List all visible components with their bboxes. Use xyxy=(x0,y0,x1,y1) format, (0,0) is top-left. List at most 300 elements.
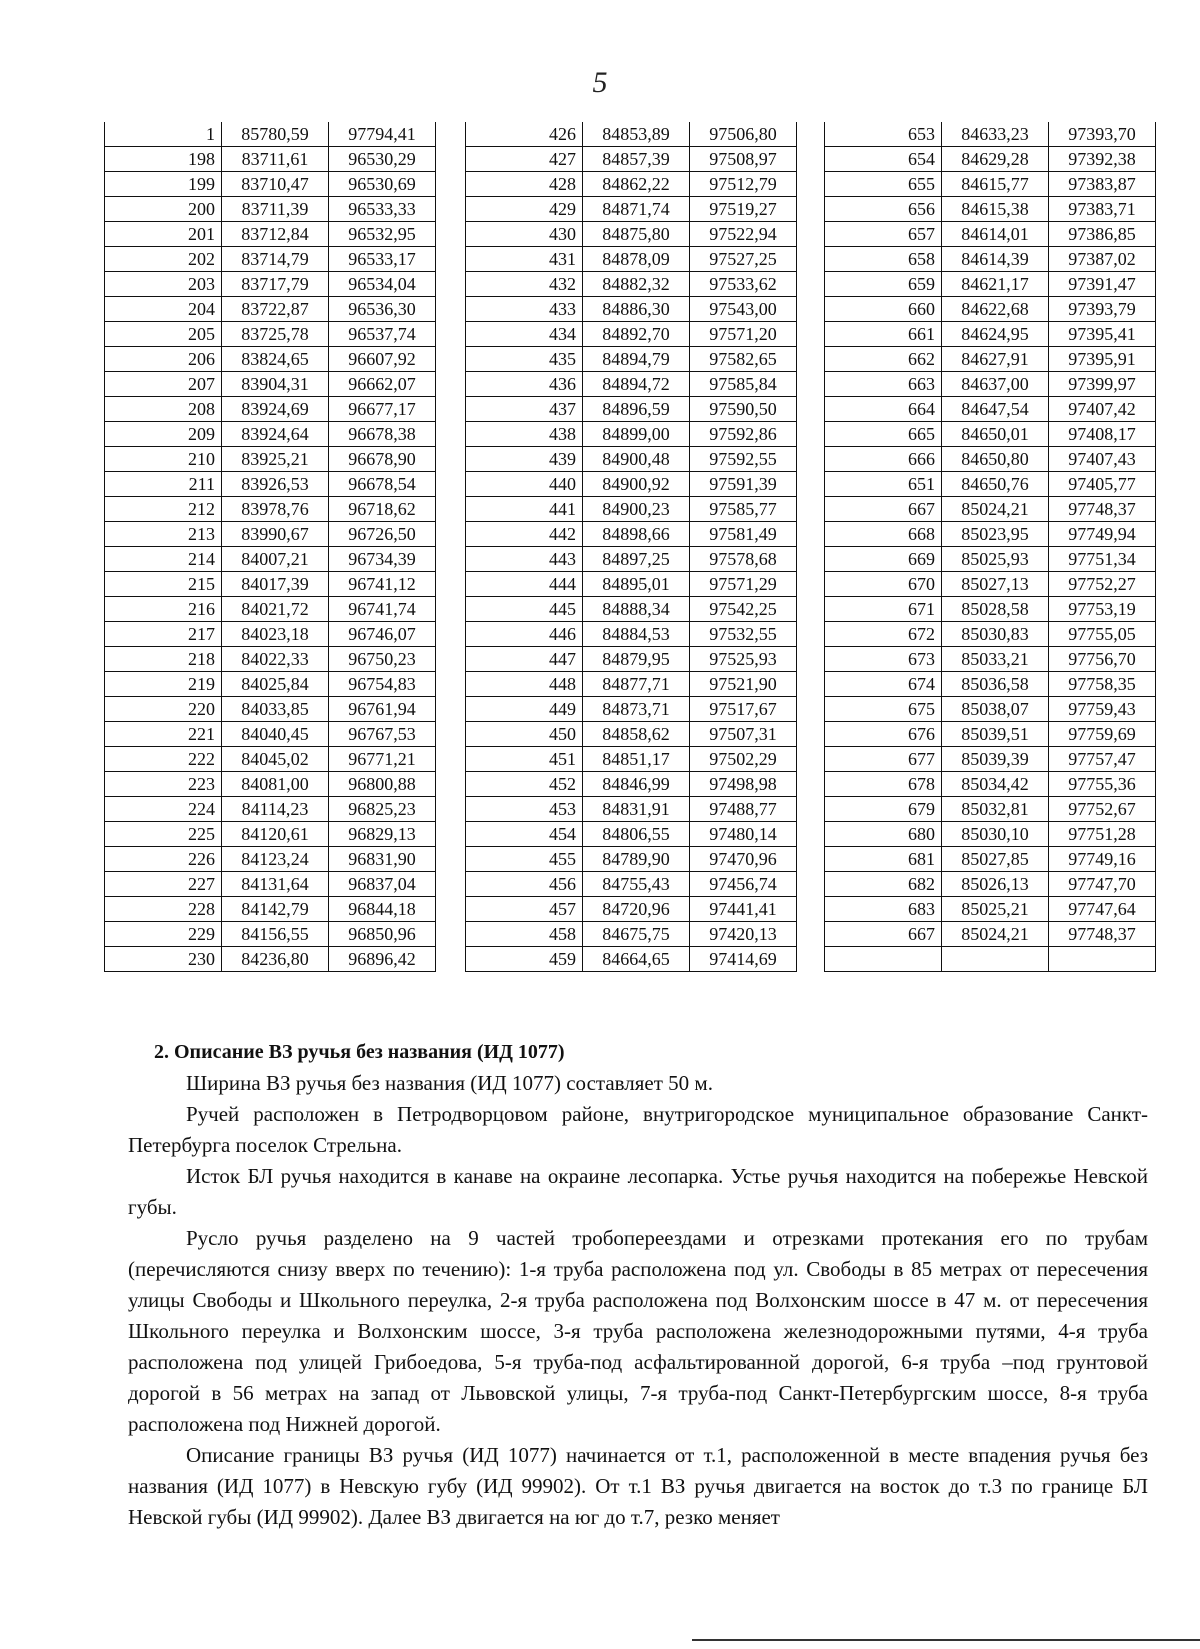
x-coordinate-cell: 85038,07 xyxy=(942,697,1049,722)
x-coordinate-cell: 83722,87 xyxy=(222,297,329,322)
table-row xyxy=(105,172,436,197)
x-coordinate-cell: 85030,83 xyxy=(942,622,1049,647)
table-row xyxy=(825,947,1156,972)
point-number-cell: 439 xyxy=(466,447,583,472)
y-coordinate-cell: 97757,47 xyxy=(1049,747,1156,772)
point-number-cell: 428 xyxy=(466,172,583,197)
x-coordinate-cell: 83712,84 xyxy=(222,222,329,247)
table-row xyxy=(105,622,436,647)
x-coordinate-cell: 83978,76 xyxy=(222,497,329,522)
y-coordinate-cell: 97498,98 xyxy=(690,772,797,797)
table-row xyxy=(825,622,1156,647)
table-row xyxy=(105,597,436,622)
table-row xyxy=(466,222,797,247)
point-number-cell: 205 xyxy=(105,322,222,347)
y-coordinate-cell: 97405,77 xyxy=(1049,472,1156,497)
table-row xyxy=(466,122,797,147)
x-coordinate-cell: 85036,58 xyxy=(942,672,1049,697)
coordinates-table-left xyxy=(104,122,436,972)
x-coordinate-cell: 84895,01 xyxy=(583,572,690,597)
point-number-cell: 442 xyxy=(466,522,583,547)
point-number-cell: 437 xyxy=(466,397,583,422)
point-number-cell: 228 xyxy=(105,897,222,922)
table-row xyxy=(105,522,436,547)
y-coordinate-cell: 97582,65 xyxy=(690,347,797,372)
section-text xyxy=(128,1037,1148,1533)
point-number-cell: 210 xyxy=(105,447,222,472)
point-number-cell: 660 xyxy=(825,297,942,322)
x-coordinate-cell: 85025,21 xyxy=(942,897,1049,922)
table-row xyxy=(825,672,1156,697)
y-coordinate-cell: 97502,29 xyxy=(690,747,797,772)
point-number-cell: 426 xyxy=(466,122,583,147)
point-number-cell: 199 xyxy=(105,172,222,197)
y-coordinate-cell: 96750,23 xyxy=(329,647,436,672)
table-row xyxy=(825,197,1156,222)
y-coordinate-cell: 96533,17 xyxy=(329,247,436,272)
y-coordinate-cell: 96767,53 xyxy=(329,722,436,747)
y-coordinate-cell: 97592,86 xyxy=(690,422,797,447)
x-coordinate-cell: 84806,55 xyxy=(583,822,690,847)
y-coordinate-cell: 97543,00 xyxy=(690,297,797,322)
y-coordinate-cell: 96537,74 xyxy=(329,322,436,347)
x-coordinate-cell: 84131,64 xyxy=(222,872,329,897)
y-coordinate-cell: 97581,49 xyxy=(690,522,797,547)
point-number-cell: 658 xyxy=(825,247,942,272)
x-coordinate-cell: 84857,39 xyxy=(583,147,690,172)
point-number-cell: 444 xyxy=(466,572,583,597)
x-coordinate-cell: 84846,99 xyxy=(583,772,690,797)
table-row xyxy=(466,722,797,747)
x-coordinate-cell: 84023,18 xyxy=(222,622,329,647)
point-number-cell: 448 xyxy=(466,672,583,697)
y-coordinate-cell: 96761,94 xyxy=(329,697,436,722)
point-number-cell: 670 xyxy=(825,572,942,597)
y-coordinate-cell: 96800,88 xyxy=(329,772,436,797)
point-number-cell: 227 xyxy=(105,872,222,897)
point-number-cell: 671 xyxy=(825,597,942,622)
x-coordinate-cell: 83924,69 xyxy=(222,397,329,422)
table-row xyxy=(105,547,436,572)
x-coordinate-cell: 84650,80 xyxy=(942,447,1049,472)
x-coordinate-cell: 84017,39 xyxy=(222,572,329,597)
coordinates-table-right xyxy=(824,122,1156,972)
point-number-cell: 452 xyxy=(466,772,583,797)
point-number-cell: 1 xyxy=(105,122,222,147)
table-row xyxy=(466,672,797,697)
x-coordinate-cell: 83824,65 xyxy=(222,347,329,372)
table-row xyxy=(825,722,1156,747)
y-coordinate-cell: 97393,79 xyxy=(1049,297,1156,322)
y-coordinate-cell: 96825,23 xyxy=(329,797,436,822)
y-coordinate-cell: 97753,19 xyxy=(1049,597,1156,622)
point-number-cell: 669 xyxy=(825,547,942,572)
table-row xyxy=(105,222,436,247)
table-row xyxy=(466,272,797,297)
y-coordinate-cell: 97408,17 xyxy=(1049,422,1156,447)
table-row xyxy=(105,497,436,522)
y-coordinate-cell: 97391,47 xyxy=(1049,272,1156,297)
y-coordinate-cell: 96741,74 xyxy=(329,597,436,622)
y-coordinate-cell: 97542,25 xyxy=(690,597,797,622)
table-row xyxy=(466,872,797,897)
x-coordinate-cell: 85027,13 xyxy=(942,572,1049,597)
x-coordinate-cell: 83710,47 xyxy=(222,172,329,197)
table-row xyxy=(466,547,797,572)
point-number-cell: 222 xyxy=(105,747,222,772)
point-number-cell: 661 xyxy=(825,322,942,347)
y-coordinate-cell: 97525,93 xyxy=(690,647,797,672)
table-row xyxy=(825,797,1156,822)
x-coordinate-cell: 83904,31 xyxy=(222,372,329,397)
table-row xyxy=(466,647,797,672)
y-coordinate-cell: 96718,62 xyxy=(329,497,436,522)
point-number-cell: 230 xyxy=(105,947,222,972)
point-number-cell xyxy=(825,947,942,972)
table-row xyxy=(466,497,797,522)
table-row xyxy=(466,297,797,322)
table-row xyxy=(105,572,436,597)
point-number-cell: 454 xyxy=(466,822,583,847)
x-coordinate-cell: 84675,75 xyxy=(583,922,690,947)
y-coordinate-cell: 97755,05 xyxy=(1049,622,1156,647)
table-row xyxy=(825,697,1156,722)
x-coordinate-cell: 84888,34 xyxy=(583,597,690,622)
table-row xyxy=(466,772,797,797)
x-coordinate-cell: 84898,66 xyxy=(583,522,690,547)
point-number-cell: 664 xyxy=(825,397,942,422)
point-number-cell: 665 xyxy=(825,422,942,447)
point-number-cell: 683 xyxy=(825,897,942,922)
table-row xyxy=(105,122,436,147)
x-coordinate-cell: 84884,53 xyxy=(583,622,690,647)
x-coordinate-cell: 84900,48 xyxy=(583,447,690,472)
y-coordinate-cell: 97456,74 xyxy=(690,872,797,897)
x-coordinate-cell: 84853,89 xyxy=(583,122,690,147)
table-row xyxy=(825,172,1156,197)
y-coordinate-cell: 97383,87 xyxy=(1049,172,1156,197)
x-coordinate-cell: 85039,51 xyxy=(942,722,1049,747)
paragraph-boundary: Описание границы ВЗ ручья (ИД 1077) начинается от т.1, расположенной в месте впадения ручья без названия (ИД 1077) в Невскую губу (ИД 99902). От т.1 ВЗ ручья двигается на восток до т.3 по границе БЛ Невской губы (ИД 99902). Далее ВЗ двигается на юг до т.7, резко меняет xyxy=(128,1443,1148,1529)
x-coordinate-cell: 84882,32 xyxy=(583,272,690,297)
y-coordinate-cell: 97748,37 xyxy=(1049,497,1156,522)
point-number-cell: 430 xyxy=(466,222,583,247)
y-coordinate-cell: 96896,42 xyxy=(329,947,436,972)
y-coordinate-cell: 97420,13 xyxy=(690,922,797,947)
x-coordinate-cell: 83711,61 xyxy=(222,147,329,172)
x-coordinate-cell: 84886,30 xyxy=(583,297,690,322)
x-coordinate-cell: 84236,80 xyxy=(222,947,329,972)
point-number-cell: 445 xyxy=(466,597,583,622)
point-number-cell: 679 xyxy=(825,797,942,822)
x-coordinate-cell xyxy=(942,947,1049,972)
table-row xyxy=(105,147,436,172)
point-number-cell: 432 xyxy=(466,272,583,297)
y-coordinate-cell: 97747,70 xyxy=(1049,872,1156,897)
y-coordinate-cell: 96850,96 xyxy=(329,922,436,947)
x-coordinate-cell: 84892,70 xyxy=(583,322,690,347)
point-number-cell: 667 xyxy=(825,922,942,947)
x-coordinate-cell: 84614,01 xyxy=(942,222,1049,247)
point-number-cell: 440 xyxy=(466,472,583,497)
table-row xyxy=(466,172,797,197)
point-number-cell: 431 xyxy=(466,247,583,272)
x-coordinate-cell: 83990,67 xyxy=(222,522,329,547)
x-coordinate-cell: 83714,79 xyxy=(222,247,329,272)
y-coordinate-cell: 97571,20 xyxy=(690,322,797,347)
y-coordinate-cell: 96746,07 xyxy=(329,622,436,647)
point-number-cell: 198 xyxy=(105,147,222,172)
y-coordinate-cell: 96532,95 xyxy=(329,222,436,247)
table-row xyxy=(466,947,797,972)
point-number-cell: 213 xyxy=(105,522,222,547)
table-row xyxy=(466,472,797,497)
x-coordinate-cell: 84615,38 xyxy=(942,197,1049,222)
y-coordinate-cell: 97414,69 xyxy=(690,947,797,972)
table-row xyxy=(105,447,436,472)
x-coordinate-cell: 84040,45 xyxy=(222,722,329,747)
x-coordinate-cell: 83711,39 xyxy=(222,197,329,222)
table-row xyxy=(466,797,797,822)
y-coordinate-cell: 96662,07 xyxy=(329,372,436,397)
table-row xyxy=(105,897,436,922)
table-row xyxy=(825,847,1156,872)
point-number-cell: 651 xyxy=(825,472,942,497)
table-row xyxy=(825,422,1156,447)
x-coordinate-cell: 85026,13 xyxy=(942,872,1049,897)
y-coordinate-cell: 97399,97 xyxy=(1049,372,1156,397)
x-coordinate-cell: 84007,21 xyxy=(222,547,329,572)
paragraph-source: Исток БЛ ручья находится в канаве на окраине лесопарка. Устье ручья находится на побережье Невской губы. xyxy=(128,1164,1148,1219)
table-row xyxy=(466,347,797,372)
point-number-cell: 212 xyxy=(105,497,222,522)
x-coordinate-cell: 84878,09 xyxy=(583,247,690,272)
point-number-cell: 427 xyxy=(466,147,583,172)
y-coordinate-cell: 97522,94 xyxy=(690,222,797,247)
x-coordinate-cell: 84120,61 xyxy=(222,822,329,847)
point-number-cell: 202 xyxy=(105,247,222,272)
y-coordinate-cell: 97794,41 xyxy=(329,122,436,147)
point-number-cell: 676 xyxy=(825,722,942,747)
x-coordinate-cell: 84633,23 xyxy=(942,122,1049,147)
y-coordinate-cell: 97506,80 xyxy=(690,122,797,147)
point-number-cell: 208 xyxy=(105,397,222,422)
table-row xyxy=(825,547,1156,572)
x-coordinate-cell: 85024,21 xyxy=(942,497,1049,522)
point-number-cell: 667 xyxy=(825,497,942,522)
x-coordinate-cell: 84627,91 xyxy=(942,347,1049,372)
y-coordinate-cell: 97519,27 xyxy=(690,197,797,222)
x-coordinate-cell: 84896,59 xyxy=(583,397,690,422)
paragraph-pipes: Русло ручья разделено на 9 частей тробопереездами и отрезками протекания его по трубам (перечисляются снизу вверх по течению): 1-я труба расположена под ул. Свободы в 85 метрах от пересечения улицы Свободы и Школьного переулка, 2-я труба расположена под Волхонским шоссе в 47 м. от пересечения Школьного переулка и Волхонским шоссе, 3-я труба расположена железнодорожными путями, 4-я труба расположена под улицей Грибоедова, 5-я труба-под асфальтированной дорогой, 6-я труба –под грунтовой дорогой в 56 метрах на запад от Львовской улицы, 7-я труба-под Санкт-Петербургским шоссе, 8-я труба расположена под Нижней дорогой. xyxy=(128,1226,1148,1436)
x-coordinate-cell: 84022,33 xyxy=(222,647,329,672)
table-row xyxy=(466,847,797,872)
y-coordinate-cell: 97755,36 xyxy=(1049,772,1156,797)
y-coordinate-cell: 97756,70 xyxy=(1049,647,1156,672)
y-coordinate-cell: 97386,85 xyxy=(1049,222,1156,247)
y-coordinate-cell: 97585,77 xyxy=(690,497,797,522)
point-number-cell: 447 xyxy=(466,647,583,672)
table-row xyxy=(825,297,1156,322)
x-coordinate-cell: 84629,28 xyxy=(942,147,1049,172)
x-coordinate-cell: 84650,01 xyxy=(942,422,1049,447)
point-number-cell: 229 xyxy=(105,922,222,947)
table-row xyxy=(825,822,1156,847)
point-number-cell: 455 xyxy=(466,847,583,872)
y-coordinate-cell: 97395,41 xyxy=(1049,322,1156,347)
point-number-cell: 655 xyxy=(825,172,942,197)
y-coordinate-cell: 97532,55 xyxy=(690,622,797,647)
table-row xyxy=(825,497,1156,522)
table-row xyxy=(105,197,436,222)
table-row xyxy=(825,272,1156,297)
table-row xyxy=(105,647,436,672)
point-number-cell: 218 xyxy=(105,647,222,672)
x-coordinate-cell: 84021,72 xyxy=(222,597,329,622)
y-coordinate-cell: 96534,04 xyxy=(329,272,436,297)
x-coordinate-cell: 84156,55 xyxy=(222,922,329,947)
point-number-cell: 662 xyxy=(825,347,942,372)
table-row xyxy=(825,322,1156,347)
x-coordinate-cell: 85028,58 xyxy=(942,597,1049,622)
x-coordinate-cell: 84637,00 xyxy=(942,372,1049,397)
y-coordinate-cell: 97759,69 xyxy=(1049,722,1156,747)
point-number-cell: 225 xyxy=(105,822,222,847)
table-row xyxy=(466,697,797,722)
x-coordinate-cell: 84871,74 xyxy=(583,197,690,222)
y-coordinate-cell: 96726,50 xyxy=(329,522,436,547)
table-row xyxy=(825,572,1156,597)
point-number-cell: 226 xyxy=(105,847,222,872)
point-number-cell: 224 xyxy=(105,797,222,822)
x-coordinate-cell: 83924,64 xyxy=(222,422,329,447)
x-coordinate-cell: 84894,72 xyxy=(583,372,690,397)
point-number-cell: 214 xyxy=(105,547,222,572)
x-coordinate-cell: 85033,21 xyxy=(942,647,1049,672)
y-coordinate-cell xyxy=(1049,947,1156,972)
table-row xyxy=(105,772,436,797)
x-coordinate-cell: 85034,42 xyxy=(942,772,1049,797)
table-row xyxy=(105,722,436,747)
table-row xyxy=(825,522,1156,547)
point-number-cell: 449 xyxy=(466,697,583,722)
x-coordinate-cell: 84900,23 xyxy=(583,497,690,522)
x-coordinate-cell: 83926,53 xyxy=(222,472,329,497)
table-row xyxy=(825,872,1156,897)
y-coordinate-cell: 96844,18 xyxy=(329,897,436,922)
table-row xyxy=(825,122,1156,147)
point-number-cell: 451 xyxy=(466,747,583,772)
point-number-cell: 200 xyxy=(105,197,222,222)
point-number-cell: 653 xyxy=(825,122,942,147)
point-number-cell: 673 xyxy=(825,647,942,672)
y-coordinate-cell: 97480,14 xyxy=(690,822,797,847)
point-number-cell: 453 xyxy=(466,797,583,822)
x-coordinate-cell: 84621,17 xyxy=(942,272,1049,297)
point-number-cell: 223 xyxy=(105,772,222,797)
y-coordinate-cell: 96829,13 xyxy=(329,822,436,847)
table-row xyxy=(466,522,797,547)
table-row xyxy=(105,472,436,497)
table-row xyxy=(105,272,436,297)
x-coordinate-cell: 85025,93 xyxy=(942,547,1049,572)
y-coordinate-cell: 97527,25 xyxy=(690,247,797,272)
x-coordinate-cell: 84142,79 xyxy=(222,897,329,922)
table-row xyxy=(825,447,1156,472)
y-coordinate-cell: 97507,31 xyxy=(690,722,797,747)
table-row xyxy=(466,397,797,422)
table-row xyxy=(466,322,797,347)
paragraph-width: Ширина ВЗ ручья без названия (ИД 1077) составляет 50 м. xyxy=(186,1071,713,1095)
table-row xyxy=(825,247,1156,272)
y-coordinate-cell: 96741,12 xyxy=(329,572,436,597)
y-coordinate-cell: 97590,50 xyxy=(690,397,797,422)
point-number-cell: 201 xyxy=(105,222,222,247)
x-coordinate-cell: 83925,21 xyxy=(222,447,329,472)
x-coordinate-cell: 84831,91 xyxy=(583,797,690,822)
table-row xyxy=(825,372,1156,397)
y-coordinate-cell: 97571,29 xyxy=(690,572,797,597)
table-row xyxy=(105,297,436,322)
y-coordinate-cell: 97441,41 xyxy=(690,897,797,922)
y-coordinate-cell: 96530,29 xyxy=(329,147,436,172)
x-coordinate-cell: 84650,76 xyxy=(942,472,1049,497)
y-coordinate-cell: 97752,27 xyxy=(1049,572,1156,597)
x-coordinate-cell: 84894,79 xyxy=(583,347,690,372)
table-row xyxy=(105,697,436,722)
y-coordinate-cell: 96771,21 xyxy=(329,747,436,772)
table-row xyxy=(825,147,1156,172)
x-coordinate-cell: 84033,85 xyxy=(222,697,329,722)
y-coordinate-cell: 97751,34 xyxy=(1049,547,1156,572)
point-number-cell: 675 xyxy=(825,697,942,722)
y-coordinate-cell: 97392,38 xyxy=(1049,147,1156,172)
x-coordinate-cell: 85027,85 xyxy=(942,847,1049,872)
table-row xyxy=(466,822,797,847)
x-coordinate-cell: 84045,02 xyxy=(222,747,329,772)
table-row xyxy=(825,647,1156,672)
y-coordinate-cell: 97749,94 xyxy=(1049,522,1156,547)
x-coordinate-cell: 85032,81 xyxy=(942,797,1049,822)
point-number-cell: 219 xyxy=(105,672,222,697)
point-number-cell: 654 xyxy=(825,147,942,172)
y-coordinate-cell: 97747,64 xyxy=(1049,897,1156,922)
table-row xyxy=(825,472,1156,497)
x-coordinate-cell: 84025,84 xyxy=(222,672,329,697)
point-number-cell: 215 xyxy=(105,572,222,597)
table-row xyxy=(105,872,436,897)
y-coordinate-cell: 97533,62 xyxy=(690,272,797,297)
x-coordinate-cell: 85030,10 xyxy=(942,822,1049,847)
point-number-cell: 435 xyxy=(466,347,583,372)
table-row xyxy=(825,597,1156,622)
point-number-cell: 441 xyxy=(466,497,583,522)
x-coordinate-cell: 84900,92 xyxy=(583,472,690,497)
y-coordinate-cell: 97383,71 xyxy=(1049,197,1156,222)
table-row xyxy=(105,347,436,372)
y-coordinate-cell: 96536,30 xyxy=(329,297,436,322)
y-coordinate-cell: 96678,90 xyxy=(329,447,436,472)
table-row xyxy=(466,747,797,772)
y-coordinate-cell: 97752,67 xyxy=(1049,797,1156,822)
table-row xyxy=(466,247,797,272)
point-number-cell: 681 xyxy=(825,847,942,872)
table-row xyxy=(105,372,436,397)
y-coordinate-cell: 97749,16 xyxy=(1049,847,1156,872)
y-coordinate-cell: 97758,35 xyxy=(1049,672,1156,697)
x-coordinate-cell: 84615,77 xyxy=(942,172,1049,197)
point-number-cell: 682 xyxy=(825,872,942,897)
